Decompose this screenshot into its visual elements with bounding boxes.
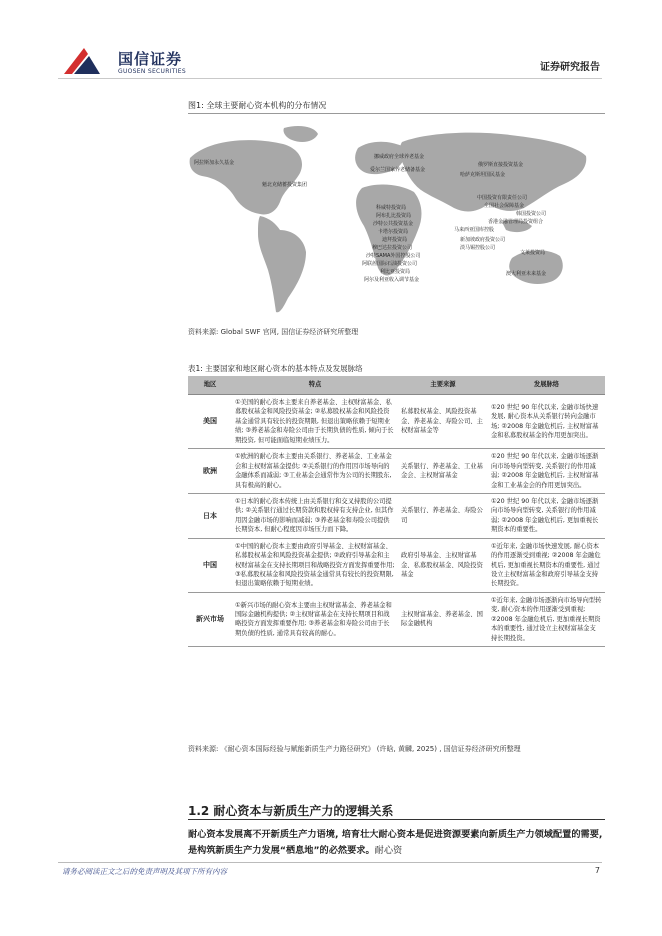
brand-name-en: GUOSEN SECURITIES	[118, 68, 187, 75]
table-row	[188, 395, 605, 449]
table-header-row	[188, 376, 605, 395]
figure-source: 资料来源: Global SWF 官网, 国信证券经济研究所整理	[188, 328, 359, 336]
features-cell: ①中国的耐心资本主要由政府引导基金、主权财富基金、私募股权基金和风险投资基金提供; ②政府引导基金和主权财富基金在支持长期项目和战略投资方面发挥重要作用; ③私募股权基金和风险投资基金通常具有较长的投资期限, 但退出策略依赖于短期业绩。	[232, 538, 398, 592]
table-row	[188, 592, 605, 646]
figure-title: 图1: 全球主要耐心资本机构的分布情况	[188, 101, 327, 110]
map-label: 哈萨克斯坦国民基金	[460, 172, 506, 178]
map-label: 爱尔兰国家养老储备基金	[370, 167, 426, 173]
map-label: 文莱投资局	[520, 250, 546, 256]
map-label: 澳大利亚未来基金	[506, 271, 547, 277]
features-cell: ①欧洲的耐心资本主要由关系银行、养老基金、工业基金会和主权财富基金提供; ②关系银行的作用因市场导向的金融体系而减弱; ③工业基金会通常作为公司的长期股东, 具有极高的耐心。	[232, 449, 398, 494]
development-cell: ①20 世纪 90 年代以来, 金融市场逐渐向市场导向型转变, 关系银行的作用减弱; ②2008 年金融危机后, 主权财富基金和工业基金会的作用更加突出。	[488, 449, 605, 494]
region-cell: 新兴市场	[188, 592, 232, 646]
features-cell: ①美国的耐心资本主要来自养老基金、主权财富基金、私募股权基金和风险投资基金; ②私募股权基金和风险投资基金通常具有较长的投资期限, 但退出策略依赖于短期业绩; ③养老基金和寿险公司由于长期负债的性质, 倾向于长期投资, 但可能面临短期业绩压力。	[232, 395, 398, 449]
section-body-rest: 耐心资	[374, 845, 403, 857]
map-label: 淡马锡控股公司	[460, 245, 496, 251]
sources-cell: 私募股权基金、风险投资基金、养老基金、寿险公司、主权财富基金等	[398, 395, 488, 449]
map-label: 香港金融管理局投资组合	[488, 219, 544, 225]
table-row	[188, 538, 605, 592]
development-cell: ①近年来, 金融市场逐渐向市场导向型转变, 耐心资本的作用逐渐受到重视; ②2008 年金融危机后, 更加重视长期资本的重要性, 通过设立主权财富基金支持长期投资。	[488, 592, 605, 646]
region-cell: 欧洲	[188, 449, 232, 494]
sources-cell: 关系银行、养老基金、工业基金会、主权财富基金	[398, 449, 488, 494]
map-label: 卡塔尔投资局	[378, 229, 409, 235]
map-label: 全国社会保障基金	[484, 203, 525, 209]
map-label: 俄罗斯直接投资基金	[478, 162, 524, 168]
map-label: 阿布扎比投资局	[376, 213, 412, 219]
sources-cell: 关系银行、养老基金、寿险公司	[398, 493, 488, 538]
characteristics-table	[188, 376, 605, 647]
map-label: 阿联酋国际石油投资公司	[362, 261, 418, 267]
map-label: 中国投资有限责任公司	[477, 195, 528, 201]
table-row	[188, 449, 605, 494]
figure-title-divider	[188, 113, 605, 114]
map-label: 韩国投资公司	[516, 211, 547, 217]
map-label: 魁北克储蓄投资集团	[262, 182, 308, 188]
page-number: 7	[594, 866, 600, 875]
footer-divider	[58, 862, 602, 863]
map-label: 阿拉斯加永久基金	[194, 160, 235, 166]
col-header-features: 特点	[232, 376, 398, 395]
map-label: 新加坡政府投资公司	[460, 237, 506, 243]
table-source: 资料来源: 《耐心资本国际经验与赋能新质生产力路径研究》 (许晗, 黄麟, 2025) , 国信证券经济研究所整理	[188, 745, 521, 753]
region-cell: 中国	[188, 538, 232, 592]
development-cell: ①20 世纪 90 年代以来, 金融市场逐渐向市场导向型转变, 关系银行的作用减弱; ②2008 年金融危机后, 更加重视长期资本的重要性。	[488, 493, 605, 538]
section-divider	[188, 819, 605, 820]
features-cell: ①新兴市场的耐心资本主要由主权财富基金、养老基金和国际金融机构提供; ②主权财富基金在支持长期项目和战略投资方面发挥重要作用; ③养老基金和寿险公司由于长期负债的性质, 通常具有较高的耐心。	[232, 592, 398, 646]
map-label: 科威特投资局	[376, 205, 407, 211]
map-label: 阿尔及利亚收入调节基金	[364, 277, 420, 283]
brand-name-cn: 国信证券	[118, 50, 183, 68]
col-header-development: 发展脉络	[488, 376, 605, 395]
region-cell: 美国	[188, 395, 232, 449]
guosen-logo-icon	[62, 44, 102, 78]
map-label: 沙特SAMA外国控股公司	[366, 253, 421, 259]
map-label: 穆巴达拉投资公司	[372, 245, 413, 251]
map-label: 马来西亚国库控股	[454, 227, 495, 233]
section-title: 1.2 耐心资本与新质生产力的逻辑关系	[188, 804, 394, 818]
region-cell: 日本	[188, 493, 232, 538]
map-label: 迪拜投资局	[382, 237, 408, 243]
sources-cell: 主权财富基金、养老基金、国际金融机构	[398, 592, 488, 646]
map-label: 利比亚投资局	[380, 269, 411, 275]
section-body-bold: 耐心资本发展离不开新质生产力语境, 培育壮大耐心资本是促进资源要素向新质生产力领域配置的需要, 是构筑新质生产力发展“栖息地”的必然要求。	[188, 829, 603, 857]
table-title: 表1: 主要国家和地区耐心资本的基本特点及发展脉络	[188, 364, 363, 373]
col-header-region: 地区	[188, 376, 232, 395]
development-cell: ①20 世纪 90 年代以来, 金融市场快速发展, 耐心资本从关系银行转向金融市场; ②2008 年金融危机后, 主权财富基金和私募股权基金的作用更加突出。	[488, 395, 605, 449]
sources-cell: 政府引导基金、主权财富基金、私募股权基金、风险投资基金	[398, 538, 488, 592]
world-map	[188, 118, 603, 318]
map-label: 挪威政府全球养老基金	[374, 154, 425, 160]
table-row	[188, 493, 605, 538]
map-label: 沙特公共投资基金	[373, 221, 414, 227]
report-type: 证券研究报告	[540, 62, 600, 73]
footer-disclaimer: 请务必阅读正文之后的免责声明及其项下所有内容	[62, 867, 227, 876]
development-cell: ①近年来, 金融市场快速发展, 耐心资本的作用逐渐受到重视; ②2008 年金融危机后, 更加重视长期资本的重要性, 通过设立主权财富基金和政府引导基金支持长期投资。	[488, 538, 605, 592]
section-body	[188, 827, 604, 859]
features-cell: ①日本的耐心资本传统上由关系银行和交叉持股的公司提供; ②关系银行通过长期贷款和股权持有支持企业, 但其作用因金融市场的影响而减弱; ③养老基金和寿险公司提供长期资本, 但耐心程度因市场压力而下降。	[232, 493, 398, 538]
header-divider	[58, 78, 602, 79]
col-header-sources: 主要来源	[398, 376, 488, 395]
